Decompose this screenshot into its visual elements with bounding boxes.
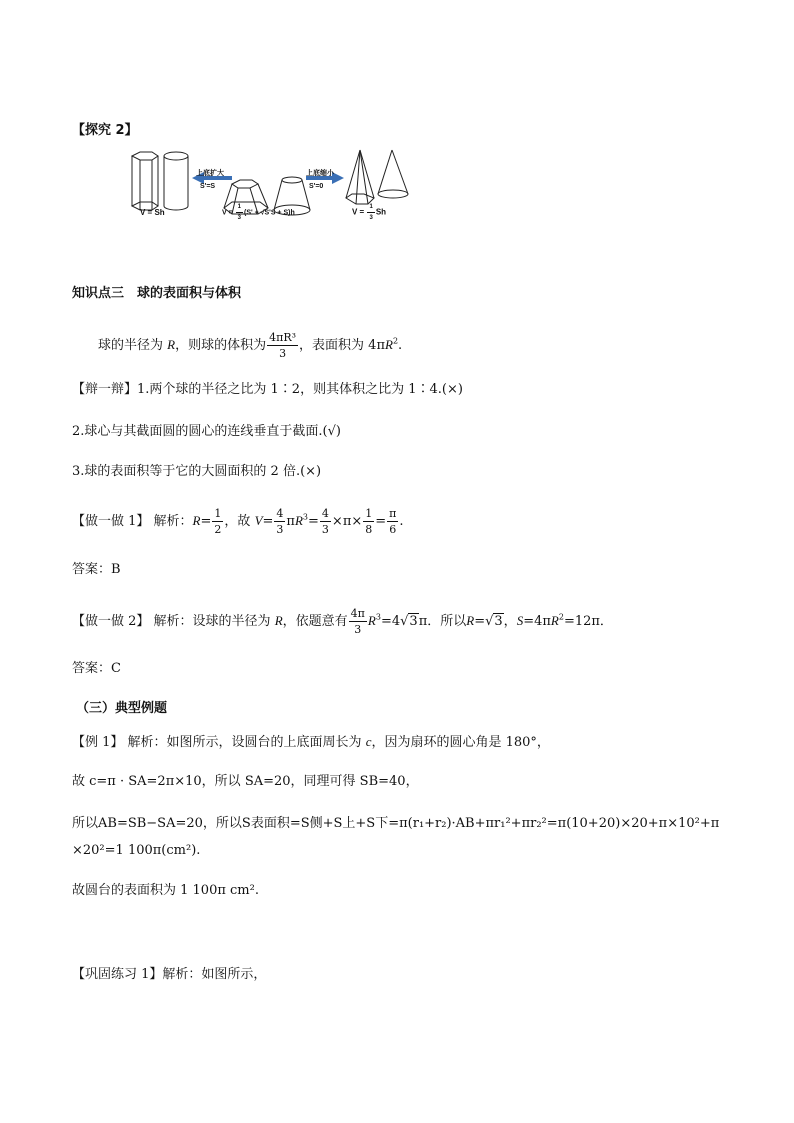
- tryit1-answer: 答案：B: [72, 562, 121, 577]
- sphere-intro: 球的半径为 R，则球的体积为 $\frac{\text{4πR³}}{3}$ ，表面积为 $4\pi R^2$.: [98, 331, 403, 360]
- debate-line-2: 2.球心与其截面圆的圆心的连线垂直于截面.(√): [72, 424, 341, 439]
- hexagonal-prism-shape: [132, 152, 158, 210]
- cone-volume-formula: V = $\frac{1}{3}$ Sh: [352, 204, 387, 221]
- arrow-left-bottom-label: S'=S: [200, 183, 216, 190]
- debate-line-1: 【辩一辩】1.两个球的半径之比为 1∶2，则其体积之比为 1∶4.(×): [72, 382, 463, 397]
- tryit2-answer: 答案：C: [72, 661, 121, 676]
- arrow-left-top-label: 上底扩大: [196, 170, 224, 177]
- example1-line2: 故 c=π · SA=2π×10，所以 SA=20，同理可得 SB=40，: [72, 774, 419, 789]
- section3-heading: 知识点三 球的表面积与体积: [72, 286, 242, 301]
- cone-shape: [378, 150, 408, 198]
- pyramid-shape: [346, 150, 374, 204]
- example1-line4: ×20²=1 100π(cm²).: [72, 843, 201, 858]
- practice1-line: 【巩固练习 1】解析：如图所示，: [72, 967, 267, 982]
- arrow-right-bottom-label: S'=0: [309, 183, 324, 190]
- examples-heading: （三）典型例题: [76, 701, 168, 716]
- frustum-volume-formula: V = $\frac{1}{3}$ (S' + √S'S + S)h: [222, 204, 295, 221]
- tryit1-line: 【做一做 1】 解析：R= $\frac{1}{2}$ ，故 V= $\frac{4}{3}$ $\pi R^3=$ $\frac{4}{3}$ ×π× $\frac{1}{8}$ = $\frac{\pi}{6}$ .: [72, 507, 404, 536]
- example1-line1: 【例 1】 解析：如图所示，设圆台的上底面周长为 c，因为扇环的圆心角是 180°，: [72, 734, 550, 750]
- example1-line5: 故圆台的表面积为 1 100π cm².: [72, 883, 259, 898]
- debate-line-3: 3.球的表面积等于它的大圆面积的 2 倍.(×): [72, 464, 322, 479]
- cylinder-shape: [164, 152, 188, 210]
- explore2-title: 【探究 2】: [72, 123, 138, 138]
- prism-volume-formula: V = Sh: [140, 208, 165, 217]
- example1-line3: 所以AB=SB−SA=20，所以S表面积=S侧+S上+S下=π(r₁+r₂)·AB+πr₁²+πr₂²=π(10+20)×20+π×10²+π: [72, 816, 720, 831]
- arrow-right-top-label: 上底缩小: [306, 170, 334, 177]
- tryit2-line: 【做一做 2】 解析：设球的半径为 R，依题意有 $\frac{4\pi}{3}$ $R^3=4√3\pi$．所以R=√3，$S=4\pi R^2=12\pi$．: [72, 607, 613, 636]
